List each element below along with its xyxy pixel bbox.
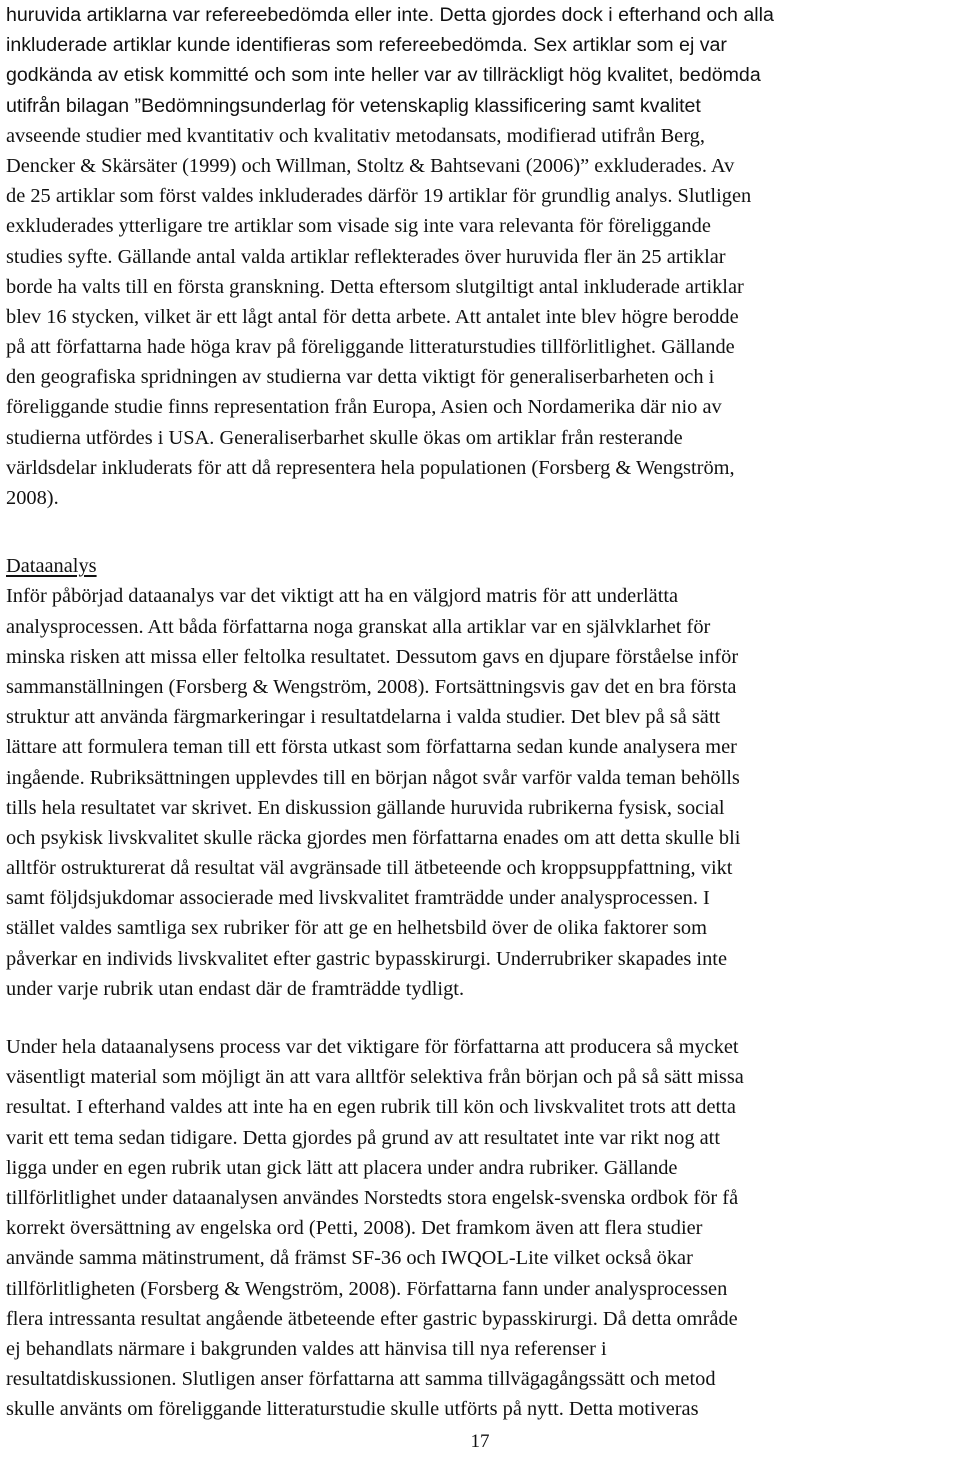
paragraph-line: inkluderade artiklar kunde identifieras som refereebedömda. Sex artiklar som ej var [6,34,727,57]
paragraph-line: och psykisk livskvalitet skulle räcka gjordes men författarna enades om att detta skulle bli [6,826,741,849]
paragraph-line: ingående. Rubriksättningen upplevdes till en början något svår varför valda teman behölls [6,766,740,789]
paragraph-line: blev 16 stycken, vilket är ett lågt antal för detta arbete. Att antalet inte blev högre berodde [6,305,739,328]
paragraph-line: alltför ostrukturerat då resultat väl avgränsade till ätbeteende och kroppsuppfattning, vikt [6,857,733,880]
paragraph-line: 2008). [6,487,59,509]
paragraph-line: Under hela dataanalysens process var det viktigare för författarna att producera så mycket [6,1036,739,1058]
paragraph-spacer [6,513,954,541]
paragraph-line: på att författarna hade höga krav på föreliggande litteraturstudies tillförlitlighet. Gällande [6,336,735,359]
paragraph-line: utifrån bilagan ”Bedömningsunderlag för vetenskaplig klassificering samt kvalitet [6,94,701,117]
paragraph-line: föreliggande studie finns representation från Europa, Asien och Nordamerika där nio av [6,396,722,419]
page-number: 17 [470,1431,490,1452]
paragraph-line: lättare att formulera teman till ett första utkast som författarna sedan kunde analysera mer [6,736,737,759]
paragraph-line: flera intressanta resultat angående ätbeteende efter gastric bypasskirurgi. Då detta område [6,1307,738,1330]
paragraph-line: tills hela resultatet var skrivet. En diskussion gällande huruvida rubrikerna fysisk, social [6,796,725,819]
paragraph-data-analysis [6,581,954,1004]
paragraph-study-selection [6,0,954,513]
paragraph-line: under varje rubrik utan endast där de framträdde tydligt. [6,977,465,1000]
paragraph-line: borde ha valts till en första granskning. Detta eftersom slutgiltigt antal inkluderade artiklar [6,275,744,298]
paragraph-analysis-process [6,1032,954,1424]
paragraph-line: tillförlitlighet under dataanalysen användes Norstedts stora engelsk-svenska ordbok för få [6,1186,739,1209]
paragraph-line: huruvida artiklarna var refereebedömda eller inte. Detta gjordes dock i efterhand och alla [6,4,774,26]
paragraph-line: avseende studier med kvantitativ och kvalitativ metodansats, modifierad utifrån Berg, [6,124,705,147]
paragraph-line: påverkar en individs livskvalitet efter gastric bypasskirurgi. Underrubriker skapades inte [6,947,728,970]
paragraph-line: världsdelar inkluderats för att då representera hela populationen (Forsberg & Wengström, [6,456,735,479]
paragraph-line: resultat. I efterhand valdes att inte ha en egen rubrik till kön och livskvalitet trots att detta [6,1096,736,1119]
paragraph-line: minska risken att missa eller feltolka resultatet. Dessutom gavs en djupare förståelse inför [6,645,739,668]
paragraph-line: tillförlitligheten (Forsberg & Wengström, 2008). Författarna fann under analysprocessen [6,1277,728,1300]
paragraph-line: Dencker & Skärsäter (1999) och Willman, Stoltz & Bahtsevani (2006)” exkluderades. Av [6,154,735,177]
paragraph-line: godkända av etisk kommitté och som inte heller var av tillräckligt hög kvalitet, bedömda [6,64,761,87]
paragraph-line: Inför påbörjad dataanalys var det viktigt att ha en välgjord matris för att underlätta [6,585,679,608]
paragraph-line: resultatdiskussionen. Slutligen anser författarna att samma tillvägagångssätt och metod [6,1368,716,1391]
paragraph-line: väsentligt material som möjligt än att vara alltför selektiva från början och på så sätt missa [6,1066,744,1089]
paragraph-line: stället valdes samtliga sex rubriker för att ge en helhetsbild över de olika faktorer som [6,917,707,940]
paragraph-line: använde samma mätinstrument, då främst SF-36 och IWQOL-Lite vilket också ökar [6,1247,693,1270]
document-page [6,0,954,1424]
section-heading: Dataanalys [6,555,97,578]
paragraph-line: struktur att använda färgmarkeringar i resultatdelarna i valda studier. Det blev på så sätt [6,706,721,729]
paragraph-line: ligga under en egen rubrik utan gick lätt att placera under andra rubriker. Gällande [6,1156,678,1179]
paragraph-line: den geografiska spridningen av studierna var detta viktigt för generaliserbarheten och i [6,366,715,389]
paragraph-line: studierna utfördes i USA. Generaliserbarhet skulle ökas om artiklar från resterande [6,426,683,449]
paragraph-line: sammanställningen (Forsberg & Wengström, 2008). Fortsättningsvis gav det en bra första [6,675,737,698]
paragraph-line: de 25 artiklar som först valdes inkluderades därför 19 artiklar för grundlig analys. Slutligen [6,185,752,208]
paragraph-line: studies syfte. Gällande antal valda artiklar reflekterades över huruvida fler än 25 artiklar [6,245,726,268]
paragraph-line: varit ett tema sedan tidigare. Detta gjordes på grund av att resultatet inte var rikt nog att [6,1126,720,1149]
paragraph-line: exkluderades ytterligare tre artiklar som visade sig inte vara relevanta för föreliggande [6,215,711,238]
paragraph-line: skulle använts om föreliggande litteraturstudie skulle utförts på nytt. Detta motiveras [6,1398,699,1421]
paragraph-line: ej behandlats närmare i bakgrunden valdes att hänvisa till nya referenser i [6,1337,607,1360]
paragraph-line: analysprocessen. Att båda författarna noga granskat alla artiklar var en självklarhet för [6,615,711,638]
paragraph-line: korrekt översättning av engelska ord (Petti, 2008). Det framkom även att flera studier [6,1217,703,1240]
paragraph-spacer [6,1004,954,1032]
paragraph-line: samt följdsjukdomar associerade med livskvalitet framträdde under analysprocessen. I [6,887,710,910]
